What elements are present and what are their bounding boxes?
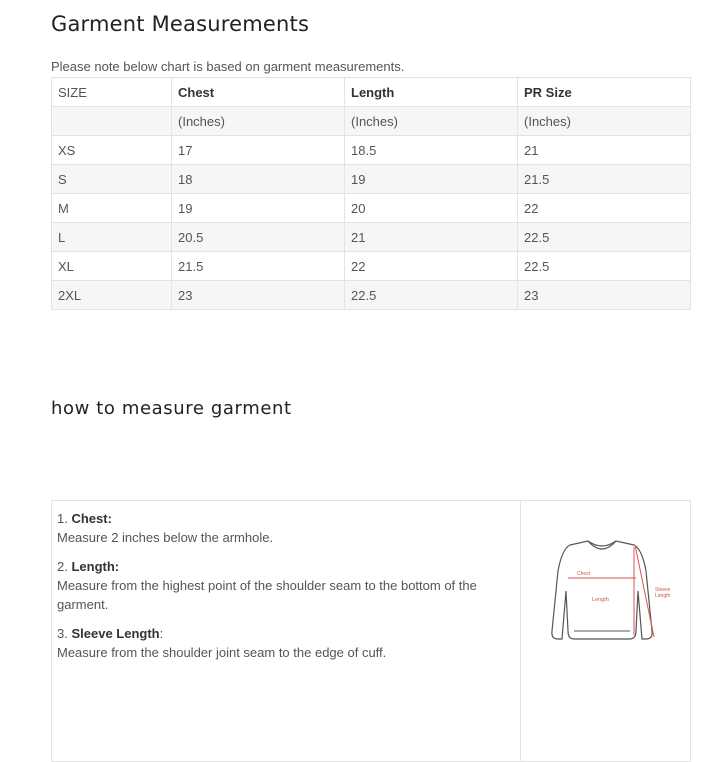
table-cell: 2XL <box>52 281 172 310</box>
sleeve-label-line-1: Sleeve <box>655 587 671 593</box>
table-cell: L <box>52 223 172 252</box>
step-label: Chest: <box>71 511 112 526</box>
step-length <box>57 557 520 614</box>
table-cell: 21 <box>345 223 518 252</box>
table-cell: 23 <box>518 281 691 310</box>
table-cell: 21.5 <box>518 165 691 194</box>
header-pr-size: PR Size <box>518 78 691 107</box>
step-label: Length: <box>71 559 120 574</box>
table-header-row <box>52 78 691 107</box>
measure-instructions-box <box>51 500 691 762</box>
step-text: Measure from the shoulder joint seam to the edge of cuff. <box>57 645 387 660</box>
step-number: 1. <box>57 511 68 526</box>
step-text: Measure from the highest point of the shoulder seam to the bottom of the garment. <box>57 578 477 612</box>
table-row <box>52 165 691 194</box>
units-row <box>52 107 691 136</box>
table-row <box>52 223 691 252</box>
table-cell: 22.5 <box>345 281 518 310</box>
step-heading <box>57 624 520 643</box>
table-cell: 20 <box>345 194 518 223</box>
sweatshirt-diagram <box>542 531 682 661</box>
chest-label: Chest <box>577 571 591 577</box>
step-text: Measure 2 inches below the armhole. <box>57 530 274 545</box>
table-cell: 22 <box>345 252 518 281</box>
table-cell: 18.5 <box>345 136 518 165</box>
table-cell: 22 <box>518 194 691 223</box>
step-label: Sleeve Length <box>71 626 160 641</box>
table-cell: 19 <box>345 165 518 194</box>
chart-note: Please note below chart is based on garment measurements. <box>51 59 405 74</box>
table-cell: 21.5 <box>172 252 345 281</box>
table-cell: 20.5 <box>172 223 345 252</box>
instructions-column <box>52 501 521 761</box>
length-label: Length <box>592 597 609 603</box>
table-cell: 22.5 <box>518 252 691 281</box>
table-cell: XL <box>52 252 172 281</box>
unit-cell: (Inches) <box>518 107 691 136</box>
step-sleeve-length <box>57 624 520 662</box>
section-title: how to measure garment <box>51 398 292 419</box>
table-row <box>52 136 691 165</box>
page-title: Garment Measurements <box>51 12 310 36</box>
table-cell: S <box>52 165 172 194</box>
header-size: SIZE <box>52 78 172 107</box>
table-cell: 18 <box>172 165 345 194</box>
table-row <box>52 194 691 223</box>
table-cell: 23 <box>172 281 345 310</box>
step-heading <box>57 557 520 576</box>
table-cell: 17 <box>172 136 345 165</box>
table-cell: 21 <box>518 136 691 165</box>
table-row <box>52 252 691 281</box>
table-cell: 22.5 <box>518 223 691 252</box>
step-chest <box>57 509 520 547</box>
collar <box>588 541 616 549</box>
sleeve-label-line-2: Length <box>655 593 671 599</box>
table-cell: M <box>52 194 172 223</box>
size-chart-table <box>51 77 691 310</box>
unit-cell <box>52 107 172 136</box>
header-chest: Chest <box>172 78 345 107</box>
step-number: 2. <box>57 559 68 574</box>
table-cell: 19 <box>172 194 345 223</box>
header-length: Length <box>345 78 518 107</box>
step-number: 3. <box>57 626 68 641</box>
unit-cell: (Inches) <box>172 107 345 136</box>
unit-cell: (Inches) <box>345 107 518 136</box>
table-cell: XS <box>52 136 172 165</box>
step-heading <box>57 509 520 528</box>
step-suffix: : <box>159 626 164 641</box>
table-row <box>52 281 691 310</box>
